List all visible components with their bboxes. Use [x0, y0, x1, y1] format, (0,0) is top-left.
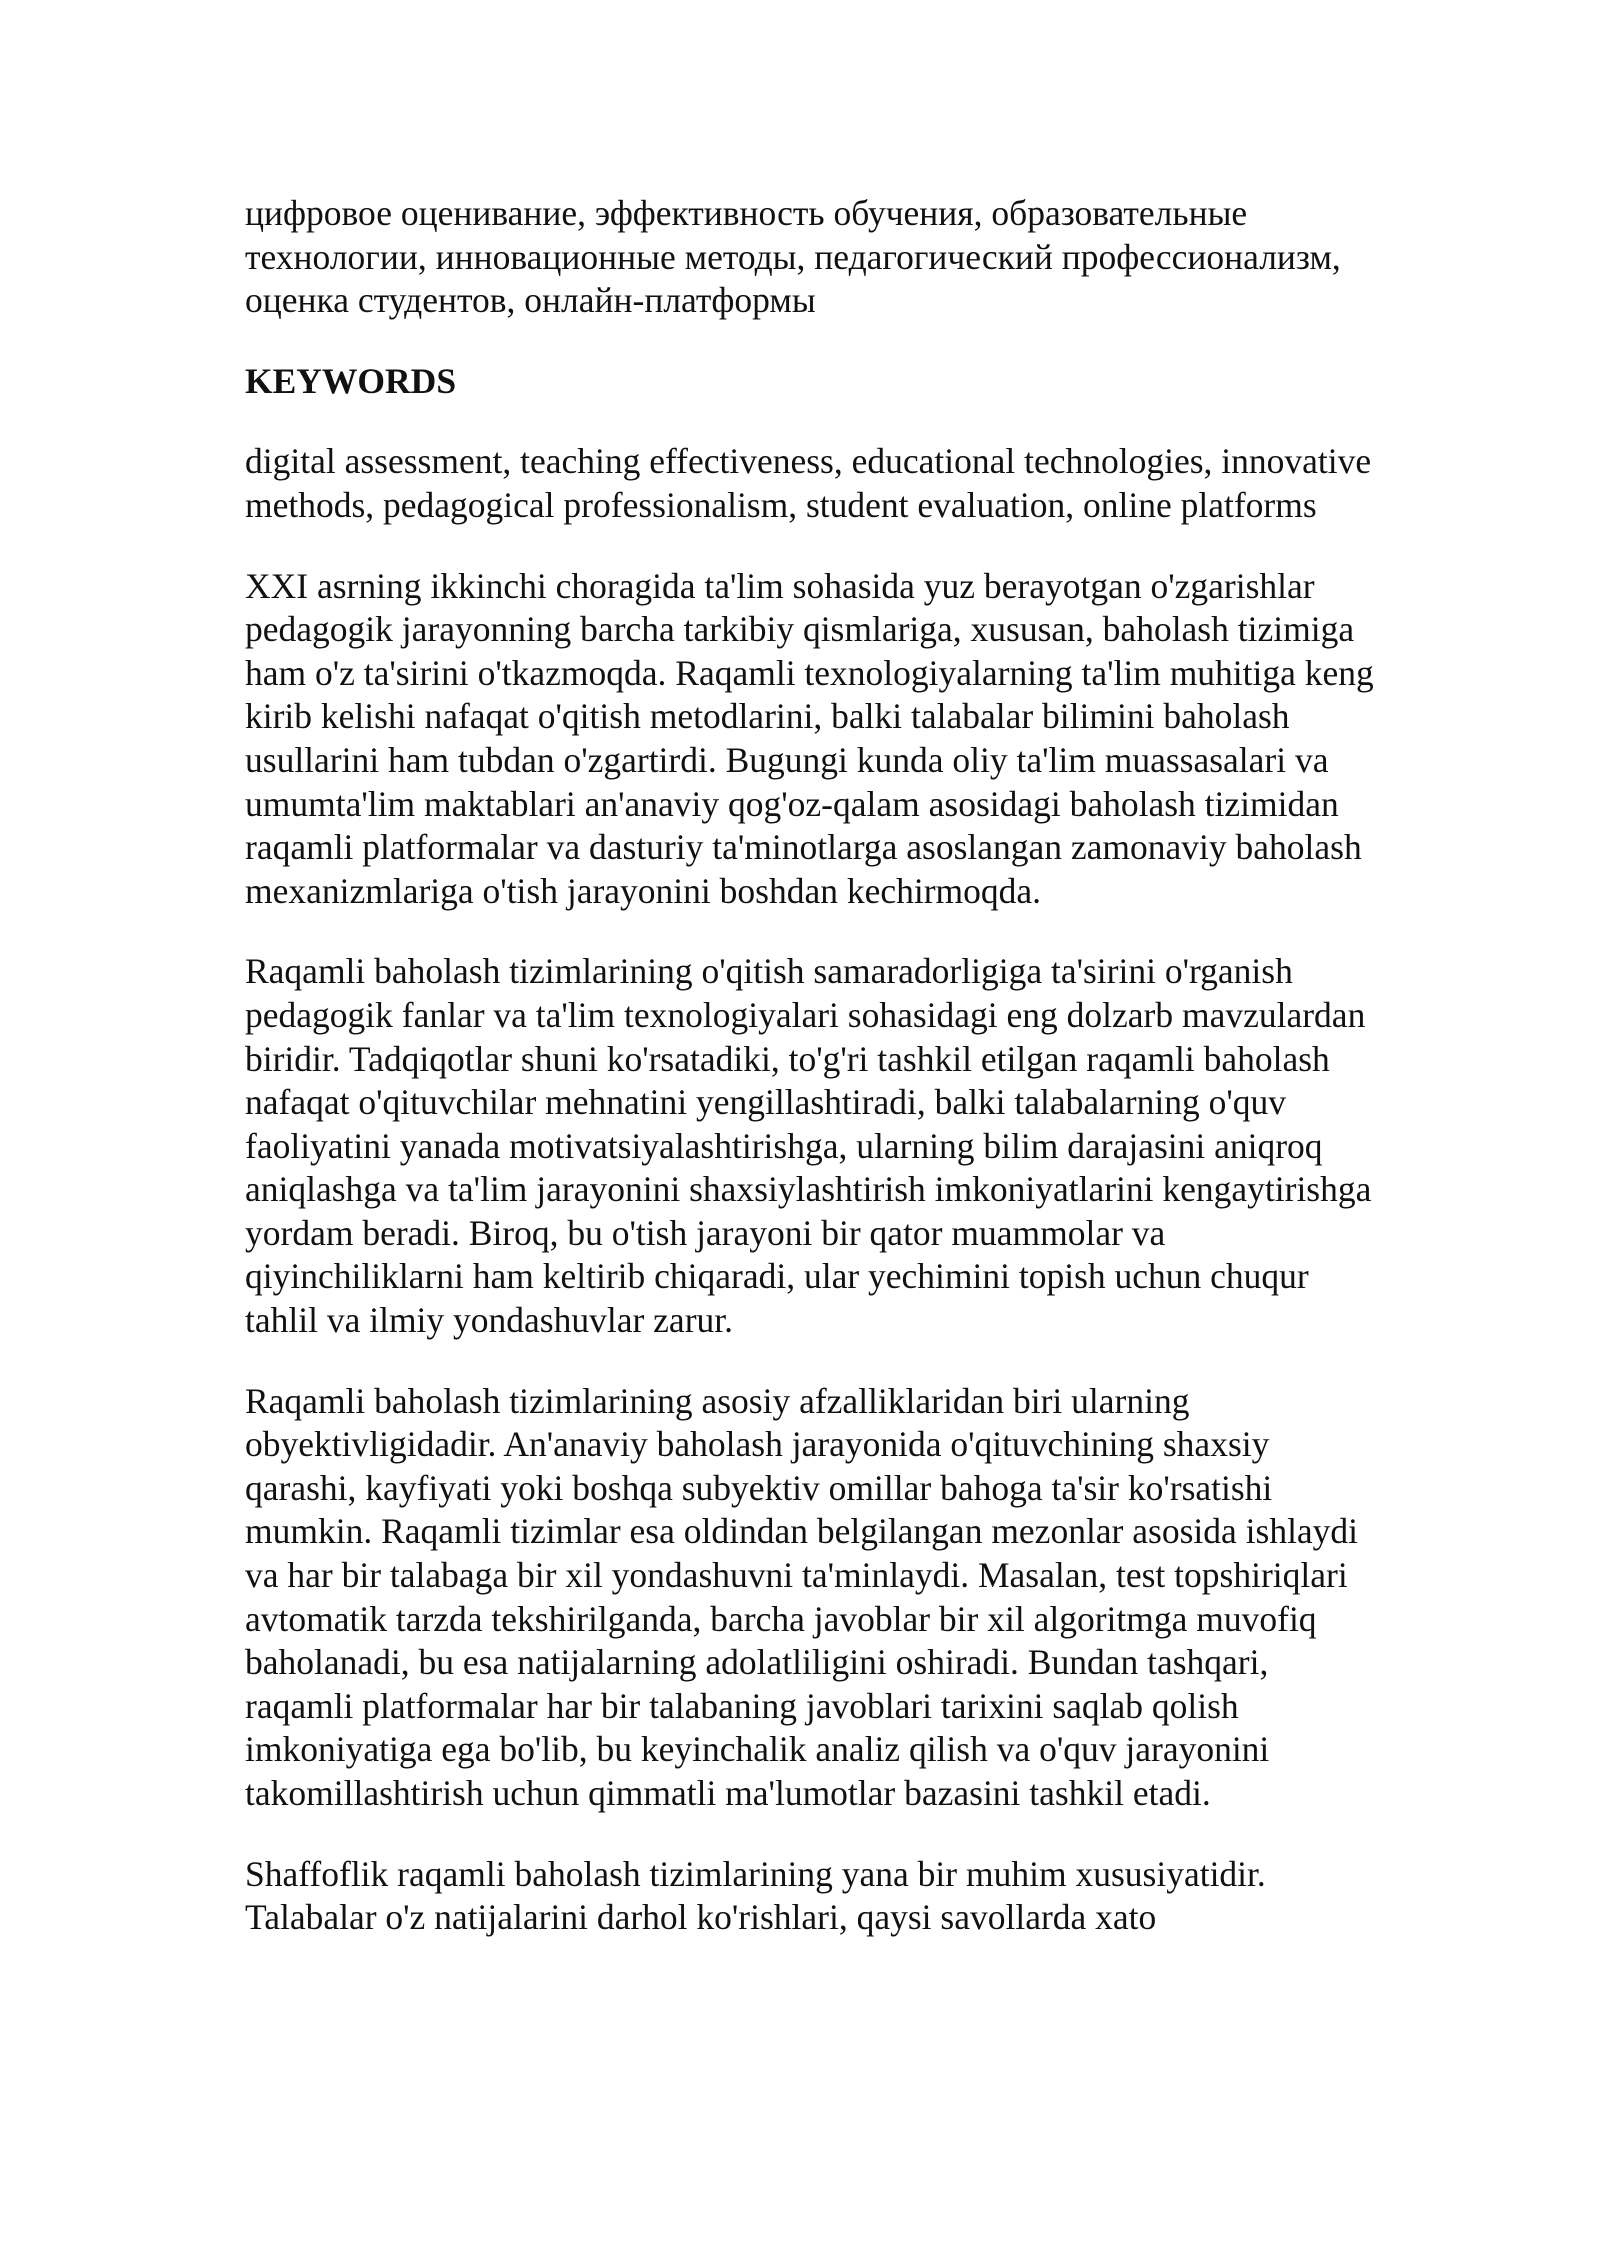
- keywords-english: digital assessment, teaching effectiveness, educational technologies, innovative methods, pedagogical professionalism, student evaluation, online platforms: [245, 441, 1372, 525]
- document-body: [245, 192, 1385, 1977]
- keywords-heading: KEYWORDS: [245, 360, 457, 401]
- body-paragraph: Shaffoflik raqamli baholash tizimlarining yana bir muhim xususiyatidir. Talabalar o'z natijalarini darhol ko'rishlari, qaysi savollarda xato: [245, 1853, 1266, 1938]
- body-paragraph: XXI asrning ikkinchi choragida ta'lim sohasida yuz berayotgan o'zgarishlar pedagogik jarayonning barcha tarkibiy qismlariga, xususan, baholash tizimiga ham o'z ta'sirini o'tkazmoqda. Raqamli texnologiyalarning ta'lim muhitiga keng kirib kelishi nafaqat o'qitish metodlarini, balki talabalar bilimini baholash usullarini ham tubdan o'zgartirdi. Bugungi kunda oliy ta'lim muassasalari va umumta'lim maktablari an'anaviy qog'oz-qalam asosidagi baholash tizimidan raqamli platformalar va dasturiy ta'minotlarga asoslangan zamonaviy baholash mexanizmlariga o'tish jarayonini boshdan kechirmoqda.: [245, 565, 1374, 911]
- body-paragraph: Raqamli baholash tizimlarining asosiy afzalliklaridan biri ularning obyektivligidadir. An'anaviy baholash jarayonida o'qituvchining shaxsiy qarashi, kayfiyati yoki boshqa subyektiv omillar bahoga ta'sir ko'rsatishi mumkin. Raqamli tizimlar esa oldindan belgilangan mezonlar asosida ishlaydi va har bir talabaga bir xil yondashuvni ta'minlaydi. Masalan, test topshiriqlari avtomatik tarzda tekshirilganda, barcha javoblar bir xil algoritmga muvofiq baholanadi, bu esa natijalarning adolatliligini oshiradi. Bundan tashqari, raqamli platformalar har bir talabaning javoblari tarixini saqlab qolish imkoniyatiga ega bo'lib, bu keyinchalik analiz qilish va o'quv jarayonini takomillashtirish uchun qimmatli ma'lumotlar bazasini tashkil etadi.: [245, 1380, 1359, 1813]
- body-paragraph: Raqamli baholash tizimlarining o'qitish samaradorligiga ta'sirini o'rganish pedagogik fanlar va ta'lim texnologiyalari sohasidagi eng dolzarb mavzulardan biridir. Tadqiqotlar shuni ko'rsatadiki, to'g'ri tashkil etilgan raqamli baholash nafaqat o'qituvchilar mehnatini yengillashtiradi, balki talabalarning o'quv faoliyatini yanada motivatsiyalashtirishga, ularning bilim darajasini aniqroq aniqlashga va ta'lim jarayonini shaxsiylashtirish imkoniyatlarini kengaytirishga yordam beradi. Biroq, bu o'tish jarayoni bir qator muammolar va qiyinchiliklarni ham keltirib chiqaradi, ular yechimini topish uchun chuqur tahlil va ilmiy yondashuvlar zarur.: [245, 951, 1372, 1341]
- keywords-russian: цифровое оценивание, эффективность обучения, образовательные технологии, инновационные методы, педагогический профессионализм, оценка студентов, онлайн-платформы: [245, 193, 1341, 321]
